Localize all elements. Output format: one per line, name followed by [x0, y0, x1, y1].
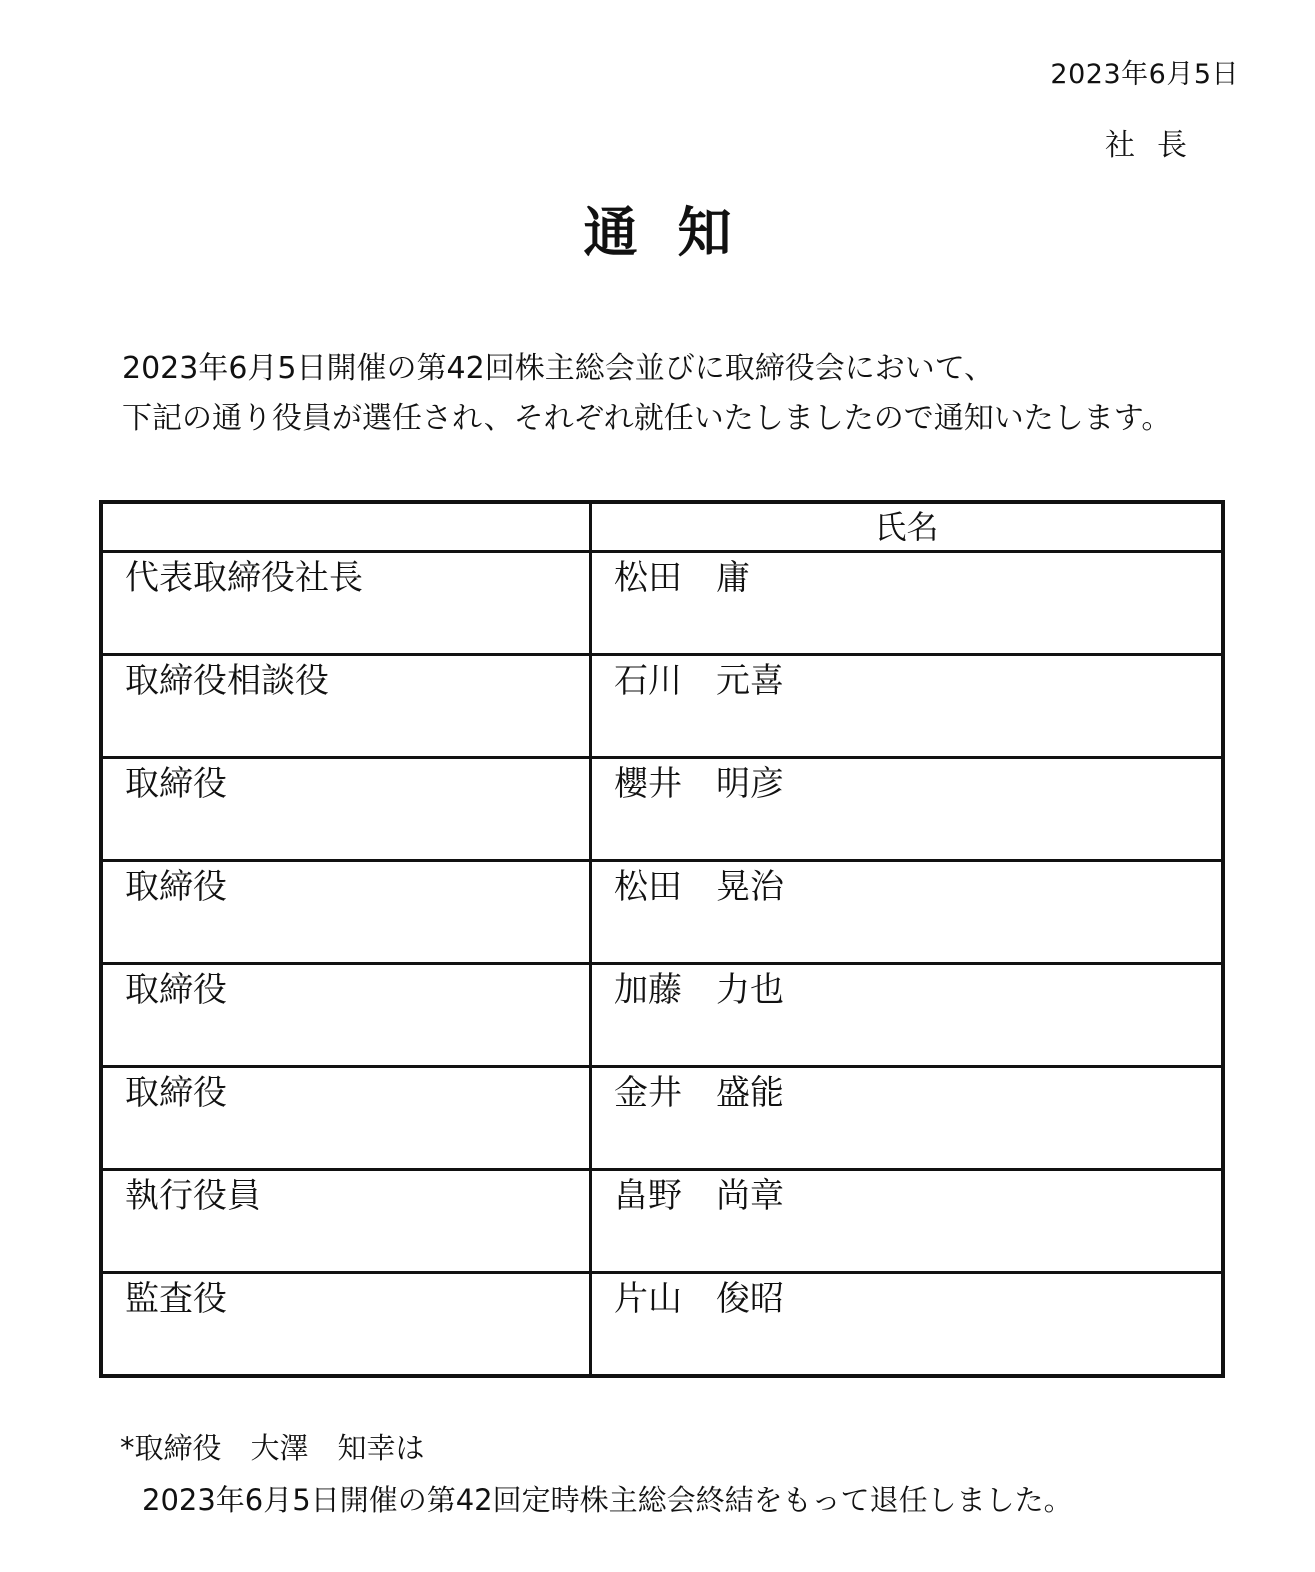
officer-role: 取締役: [101, 964, 591, 1067]
footnote-line: *取締役 大澤 知幸は: [120, 1431, 425, 1465]
table-row: [101, 1067, 1223, 1170]
table-row: [101, 655, 1223, 758]
document-date: 2023年6月5日: [1050, 59, 1239, 90]
notice-body-line: 2023年6月5日開催の第42回株主総会並びに取締役会において、: [122, 351, 995, 386]
officer-role: 取締役: [101, 758, 591, 861]
officer-role: 取締役相談役: [101, 655, 591, 758]
officer-role: 取締役: [101, 1067, 591, 1170]
issuer-title: 社長: [1105, 128, 1209, 163]
officer-role: 取締役: [101, 861, 591, 964]
table-header-row: [101, 502, 1223, 552]
officer-name: 石川 元喜: [591, 655, 1224, 758]
officers-table: [99, 500, 1225, 1378]
officer-role: 監査役: [101, 1273, 591, 1377]
document-title: 通知: [583, 201, 772, 264]
footnote-line: 2023年6月5日開催の第42回定時株主総会終結をもって退任しました。: [142, 1483, 1073, 1517]
table-row: [101, 1170, 1223, 1273]
officer-name: 櫻井 明彦: [591, 758, 1224, 861]
officer-name: 畠野 尚章: [591, 1170, 1224, 1273]
officer-name: 松田 庸: [591, 552, 1224, 655]
officer-name: 松田 晃治: [591, 861, 1224, 964]
officer-name: 片山 俊昭: [591, 1273, 1224, 1377]
table-row: [101, 552, 1223, 655]
column-header-name: 氏名: [591, 502, 1224, 552]
table-row: [101, 964, 1223, 1067]
column-header-role: [101, 502, 591, 552]
table-row: [101, 1273, 1223, 1377]
retirement-footnote: [120, 1422, 1073, 1526]
notice-body-line: 下記の通り役員が選任され、それぞれ就任いたしましたので通知いたします。: [122, 401, 1172, 436]
officer-name: 金井 盛能: [591, 1067, 1224, 1170]
officer-role: 代表取締役社長: [101, 552, 591, 655]
table-row: [101, 758, 1223, 861]
officer-role: 執行役員: [101, 1170, 591, 1273]
table-row: [101, 861, 1223, 964]
notice-body: [122, 344, 1171, 444]
officer-name: 加藤 力也: [591, 964, 1224, 1067]
